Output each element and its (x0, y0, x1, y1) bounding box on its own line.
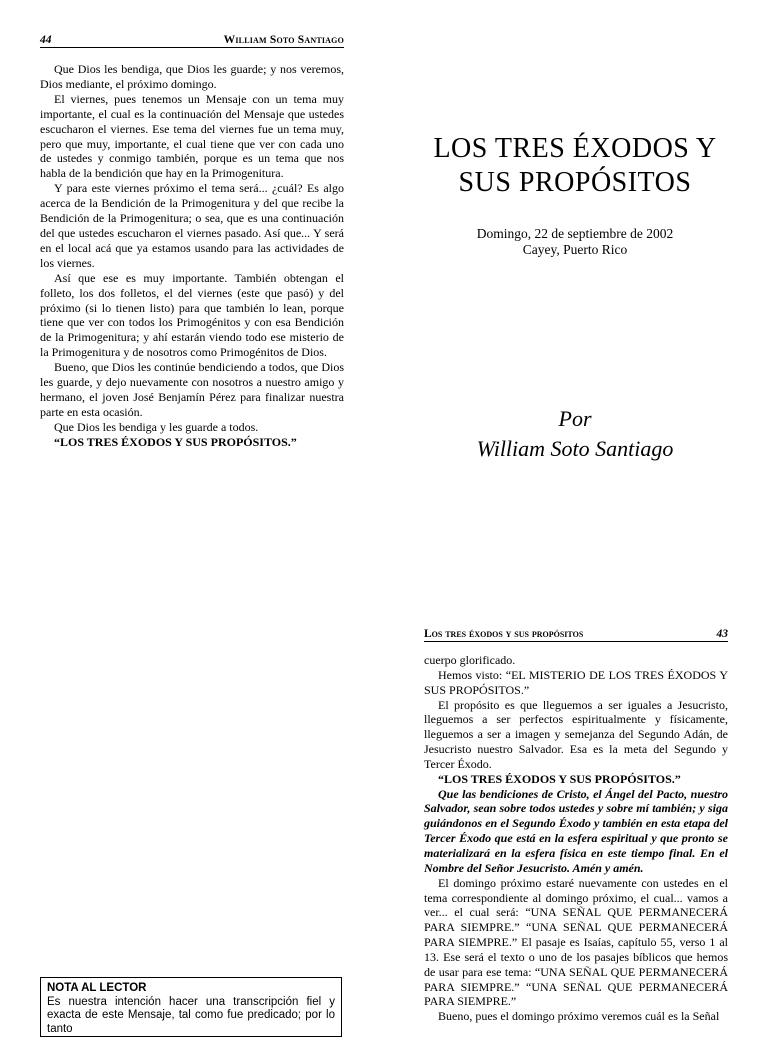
sermon-date-place (410, 226, 740, 258)
right-paragraph: El domingo próximo estaré nuevamente con ustedes en el tema correspondiente al domingo próximo, el cual... vamos a ver... el cual será: “UNA SEÑAL QUE PERMANECERÁ PARA SIEMPRE.” “UNA SEÑAL QUE PERMANECERÁ PARA SIEMPRE.” El pasaje es Isaías, capítulo 55, verso 1 al 13. Ese será el texto o uno de los pasajes bíblicos que hemos de usar para ese tema: “UNA SEÑAL QUE PERMANECERÁ PARA SIEMPRE.” “UNA SEÑAL QUE PERMANECERÁ PARA SIEMPRE.” (424, 875, 728, 1009)
right-paragraph: Hemos visto: “EL MISTERIO DE LOS TRES ÉXODOS Y SUS PROPÓSITOS.” (424, 667, 728, 697)
left-page-header (40, 34, 344, 48)
sermon-title (410, 132, 740, 200)
left-paragraph (40, 181, 344, 270)
right-page-body (424, 653, 728, 1024)
left-paragraph: Así que ese es muy importante. También obtengan el folleto, los dos folletos, el del viernes (este que pasó) y del próximo (si lo tienen listo) para que también lo lean, porque tiene que ver con todos los Primogénitos y con esa Bendición de la Primogenitura; y ahí estarán viendo todo ese misterio de la Primogenitura y de nosotros como Primogénitos de Dios. (40, 270, 344, 360)
byline-author: William Soto Santiago (476, 436, 674, 461)
sermon-date: Domingo, 22 de septiembre de 2002 (476, 226, 674, 241)
left-paragraph: Bueno, que Dios les continúe bendiciendo a todos, que Dios les guarde, y dejo nuevamente con nosotros a nuestro amigo y hermano, el joven José Benjamín Pérez para finalizar nuestra parte en esta ocasión. (40, 360, 344, 419)
sermon-title-line2: SUS PROPÓSITOS (458, 167, 692, 198)
right-header-title: Los tres éxodos y sus propósitos (424, 628, 584, 640)
right-page-number: 43 (716, 628, 728, 640)
right-paragraph: Bueno, pues el domingo próximo veremos cuál es la Señal (438, 1009, 720, 1024)
left-paragraph: Que Dios les bendiga y les guarde a todos. (54, 419, 259, 434)
title-page-block (410, 132, 740, 258)
left-paragraph: El viernes, pues tenemos un Mensaje con un tema muy importante, el cual es la continuación del Mensaje que ustedes escucharon el viernes. Ese tema del viernes fue un tema muy, pero que muy, importante, el cual tiene que ver con cada uno de ustedes y conmigo también, porque es un tema que nos habla de la bendición que hay en la Primogenitura. (40, 91, 344, 181)
right-title-quote: “LOS TRES ÉXODOS Y SUS PROPÓSITOS.” (438, 771, 681, 786)
byline-by: Por (558, 406, 592, 431)
left-closing-title: “LOS TRES ÉXODOS Y SUS PROPÓSITOS.” (54, 434, 297, 449)
left-page-body (40, 62, 344, 450)
right-paragraph: El propósito es que lleguemos a ser iguales a Jesucristo, lleguemos a ser perfectos espiritualmente y físicamente, lleguemos a ser a imagen y semejanza del Segundo Adán, de Jesucristo nuestro Salvador. Esa es la meta del Segundo y Tercer Éxodo. (424, 697, 728, 771)
note-heading: NOTA AL LECTOR (47, 982, 147, 994)
right-paragraph: cuerpo glorificado. (424, 653, 516, 667)
note-text: Es nuestra intención hacer una transcripción fiel y exacta de este Mensaje, tal como fue predicado; por lo tanto (47, 995, 335, 1035)
right-page-header (424, 628, 728, 642)
right-prayer: Que las bendiciones de Cristo, el Ángel del Pacto, nuestro Salvador, sean sobre todos ustedes y sobre mí también; y siga guiándonos en el Segundo Éxodo y también en esta etapa del Tercer Éxodo que está en la esfera espiritual y que pronto se materializará en la esfera física en este tiempo final. En el Nombre del Señor Jesucristo. Amén y amén. (424, 786, 728, 875)
left-header-author: William Soto Santiago (223, 34, 344, 46)
byline-block (410, 404, 740, 464)
note-to-reader-box (40, 977, 342, 1037)
left-paragraph-text: Y para este viernes próximo el tema será... ¿cuál? Es algo acerca de la Bendición de la Primogenitura y del que recibe la Bendición de la Primogenitura; o sea, que es una continuación del que ustedes escucharon el viernes pasado. Así que... Y será en el local acá que ya estamos usando para las actividades de los viernes. (40, 181, 344, 270)
sermon-place: Cayey, Puerto Rico (522, 242, 628, 257)
left-page-number: 44 (40, 34, 52, 46)
sermon-title-line1: LOS TRES ÉXODOS Y (433, 133, 717, 164)
left-paragraph: Que Dios les bendiga, que Dios les guarde; y nos veremos, Dios mediante, el próximo domingo. (40, 62, 344, 91)
